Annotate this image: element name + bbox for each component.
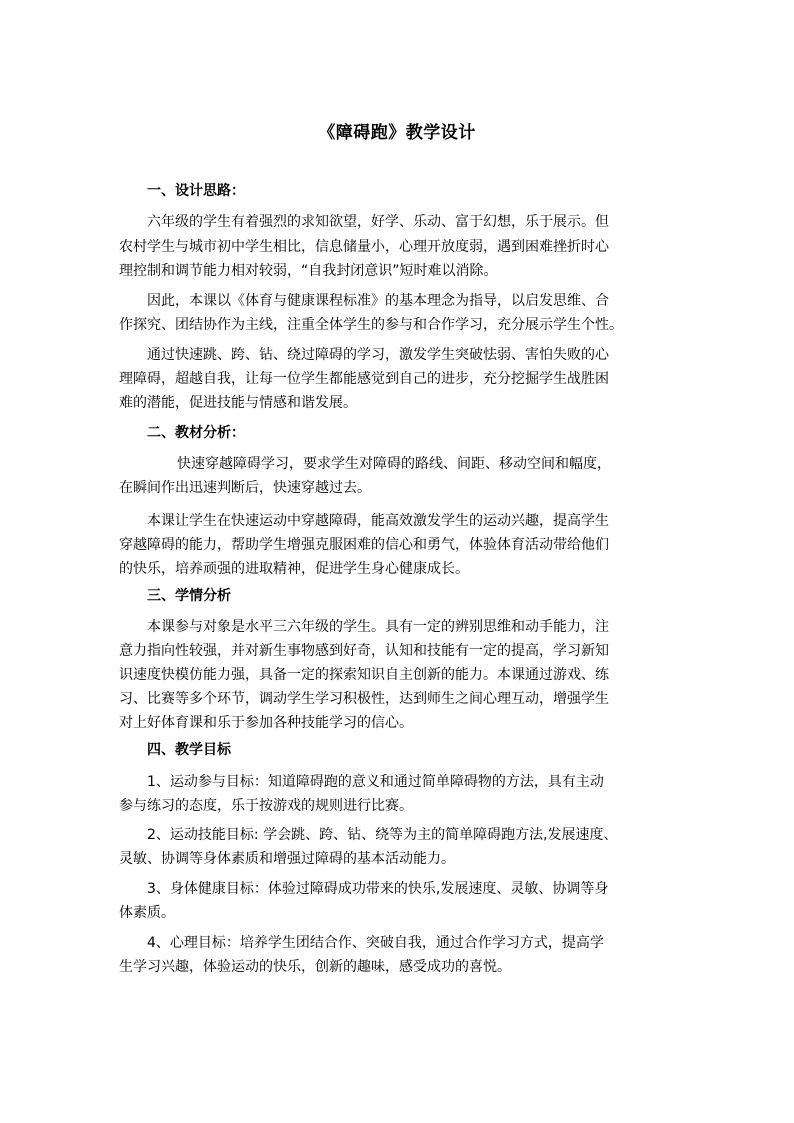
paragraph-line: 本课参与对象是水平三六年级的学生。具有一定的辨别思维和动手能力，注 (147, 619, 609, 635)
paragraph-line: 理控制和调节能力相对较弱，“自我封闭意识”短时难以消除。 (119, 263, 498, 279)
paragraph-line: 体素质。 (119, 905, 175, 921)
paragraph-line: 识速度快模仿能力强，具备一定的探索知识自主创新的能力。本课通过游戏、练 (119, 667, 609, 683)
paragraph-line: 2、运动技能目标: 学会跳、跨、钻、绕等为主的简单障碍跑方法,发展速度、 (147, 827, 618, 843)
paragraph-line: 通过快速跳、跨、钻、绕过障碍的学习，激发学生突破怯弱、害怕失败的心 (147, 347, 609, 363)
paragraph-line: 六年级的学生有着强烈的求知欲望，好学、乐动、富于幻想，乐于展示。但 (147, 214, 609, 230)
paragraph-line: 因此，本课以《体育与健康课程标准》的基本理念为指导，以启发思维、合 (147, 293, 609, 309)
paragraph-line: 穿越障碍的能力，帮助学生增强克服困难的信心和勇气，体验体育活动带给他们 (119, 537, 609, 553)
section-heading-material-analysis: 二、教材分析： (147, 425, 245, 441)
section-heading-student-analysis: 三、学情分析 (147, 588, 231, 604)
paragraph-line: 本课让学生在快速运动中穿越障碍，能高效激发学生的运动兴趣，提高学生 (147, 513, 609, 529)
paragraph-line: 1、运动参与目标：知道障碍跑的意义和通过简单障碍物的方法，具有主动 (147, 774, 604, 790)
paragraph-line: 生学习兴趣，体验运动的快乐，创新的趣味，感受成功的喜悦。 (119, 959, 511, 975)
paragraph-line: 习、比赛等多个环节，调动学生学习积极性，达到师生之间心理互动，增强学生 (119, 691, 609, 707)
paragraph-line: 农村学生与城市初中学生相比，信息储量小，心理开放度弱，遇到困难挫折时心 (119, 239, 609, 255)
paragraph-line: 难的潜能，促进技能与情感和谐发展。 (119, 395, 357, 411)
section-heading-design-idea: 一、设计思路： (147, 183, 245, 199)
paragraph-line: 在瞬间作出迅速判断后，快速穿越过去。 (119, 480, 371, 496)
document-title: 《障碍跑》教学设计 (318, 123, 476, 143)
paragraph-line: 4、心理目标：培养学生团结合作、突破自我，通过合作学习方式，提高学 (147, 935, 604, 951)
paragraph-line: 灵敏、协调等身体素质和增强过障碍的基本活动能力。 (119, 851, 455, 867)
paragraph-line: 意力指向性较强，并对新生事物感到好奇，认知和技能有一定的提高，学习新知 (119, 643, 609, 659)
section-heading-teaching-goals: 四、教学目标 (147, 742, 231, 758)
paragraph-line: 3、身体健康目标：体验过障碍成功带来的快乐,发展速度、灵敏、协调等身 (147, 881, 609, 897)
paragraph-line: 的快乐，培养顽强的进取精神，促进学生身心健康成长。 (119, 561, 469, 577)
paragraph-line: 参与练习的态度，乐于按游戏的规则进行比赛。 (119, 798, 413, 814)
paragraph-line: 作探究、团结协作为主线，注重全体学生的参与和合作学习，充分展示学生个性。 (119, 317, 623, 333)
paragraph-line: 快速穿越障碍学习，要求学生对障碍的路线、间距、移动空间和幅度， (177, 456, 611, 472)
paragraph-line: 对上好体育课和乐于参加各种技能学习的信心。 (119, 715, 413, 731)
paragraph-line: 理障碍，超越自我，让每一位学生都能感觉到自己的进步，充分挖掘学生战胜困 (119, 371, 609, 387)
